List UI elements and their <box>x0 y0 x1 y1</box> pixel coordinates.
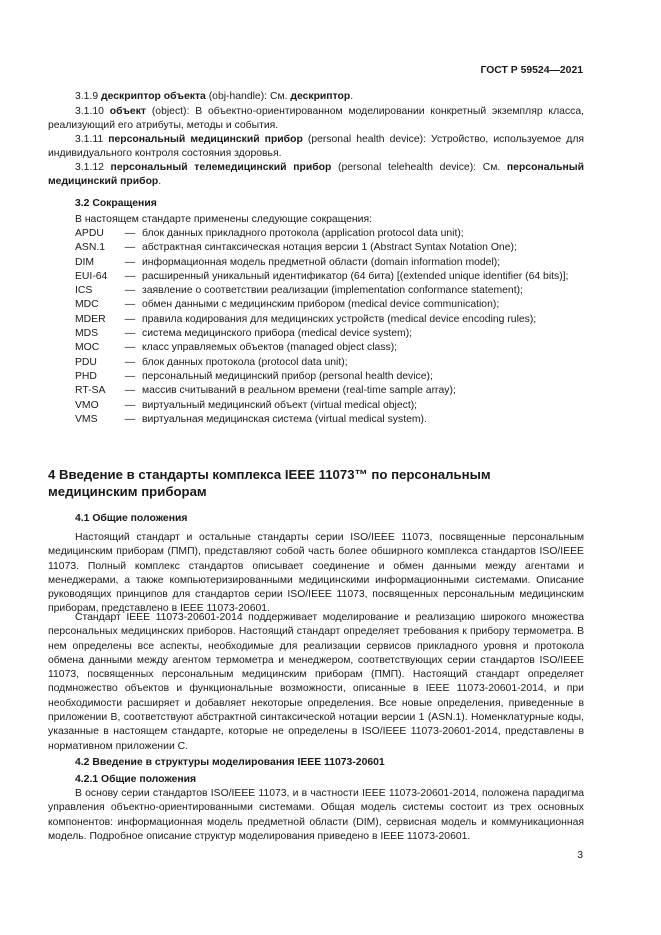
section-4-2-title: 4.2 Введение в структуры моделирования IEEE 11073-20601 <box>75 757 385 768</box>
term-ref: дескриптор <box>290 91 351 102</box>
section-4-1-paragraph-1: Настоящий стандарт и остальные стандарты серии ISO/IEEE 11073, посвященные персональным медицинским приборам (ПМП), представляют собой часть более обширного комплекса стандартов ISO/IEEE 11073. Полный комплекс стандартов описывает соединение и обмен данными между агентами и менеджерами, а также компьютеризированными медицинскими информационными системами. Описание руководящих принципов для стандартов серии ISO/IEEE 11073, посвященных персональным медицинским приборам, представлено в IEEE 11073-20601. <box>48 532 584 615</box>
list-item: MDC — обмен данными с медицинским прибором (medical device communication); <box>75 299 500 311</box>
section-4-title: 4 Введение в стандарты комплекса IEEE 11073™ по персональным медицинским приборам <box>48 467 491 499</box>
abbreviations-list <box>75 227 584 427</box>
section-4-1-paragraph-2: Стандарт IEEE 11073-20601-2014 поддерживает моделирование и реализацию широкого множества персональных медицинских приборов. Настоящий стандарт определяет требования к прибору термометра. В нем определены все аспекты, необходимые для реализации сервисов прикладного уровня и протокола обмена данными между агентом термометра и менеджером, соответствующих серии стандартов ISO/IEEE 11073, посвященных персональным медицинским приборам (ПМП). Настоящий стандарт определяет подмножество объектов и функциональные возможности, описанные в IEEE 11073-20601-2014, и при необходимости расширяет и добавляет некоторые определения. Все новые определения, приведенные в приложении В, соответствуют абстрактной синтаксической нотации версии 1 (ASN.1). Номенклатурные коды, указанные в настоящем стандарте, которые не определены в ISO/IEEE 11073-20601-2014, представлены в нормативном приложении С. <box>48 612 584 752</box>
list-item: PHD — персональный медицинский прибор (personal health device); <box>75 370 433 382</box>
list-item: MDS — система медицинского прибора (medical device system); <box>75 328 413 340</box>
section-4-2-1-title: 4.2.1 Общие положения <box>75 774 197 785</box>
list-item: MDER — правила кодирования для медицинских устройств (medical device encoding rules); <box>75 313 537 325</box>
list-item: PDU — блок данных протокола (protocol data unit); <box>75 356 348 368</box>
list-item: DIM — информационная модель предметной области (domain information model); <box>75 256 501 268</box>
term: персональный медицинский прибор <box>108 134 303 145</box>
section-3-2-title: 3.2 Сокращения <box>75 198 157 209</box>
list-item: MOC — класс управляемых объектов (managed object class); <box>75 342 398 354</box>
section-4-2-1-paragraph-1: В основу серии стандартов ISO/IEEE 11073, и в частности IEEE 11073-20601-2014, положена парадигма управления объектно-ориентированными системами. Общая модель системы состоит из трех основных компонентов: информационная модель предметной области (DIM), сервисная модель и коммуникационная модель. Подробное описание структур моделирования приведено в IEEE 11073-20601. <box>48 788 584 842</box>
definition-3-1-11: 3.1.11 персональный медицинский прибор (personal health device): Устройство, используемое для индивидуального контроля состояния здоровья. <box>48 134 585 160</box>
list-item: EUI-64 — расширенный уникальный идентификатор (64 бита) [(extended unique identifier (64 bits)]; <box>75 270 569 282</box>
definition-3-1-9: 3.1.9 дескриптор объекта (obj-handle): См. дескриптор. <box>75 91 354 102</box>
term: дескриптор объекта <box>101 91 206 102</box>
list-item: VMS — виртуальная медицинская система (virtual medical system). <box>75 413 427 425</box>
list-item: VMO — виртуальный медицинский объект (virtual medical object); <box>75 399 418 411</box>
list-item: APDU — блок данных прикладного протокола (application protocol data unit); <box>75 228 464 239</box>
term-ref: персональный медицинский прибор <box>48 162 585 188</box>
definition-3-1-10: 3.1.10 объект (object): В объектно-ориентированном моделировании конкретный экземпляр класса, реализующий его атрибуты, методы и события. <box>48 106 584 132</box>
section-4-1-title: 4.1 Общие положения <box>75 513 188 524</box>
list-item: RT-SA — массив считываний в реальном времени (real-time sample array); <box>75 385 456 397</box>
term: персональный телемедицинский прибор <box>110 162 332 173</box>
abbreviations-intro: В настоящем стандарте применены следующие сокращения: <box>75 214 372 225</box>
page-number: 3 <box>577 850 583 861</box>
list-item: ICS — заявление о соответствии реализации (implementation conformance statement); <box>75 285 523 297</box>
list-item: ASN.1 — абстрактная синтаксическая нотация версии 1 (Abstract Syntax Notation One); <box>75 242 517 254</box>
document-header: ГОСТ Р 59524—2021 <box>480 65 583 76</box>
definition-3-1-12: 3.1.12 персональный телемедицинский прибор (personal telehealth device): См. персональный медицинский прибор. <box>48 162 585 188</box>
term: объект <box>109 106 147 117</box>
